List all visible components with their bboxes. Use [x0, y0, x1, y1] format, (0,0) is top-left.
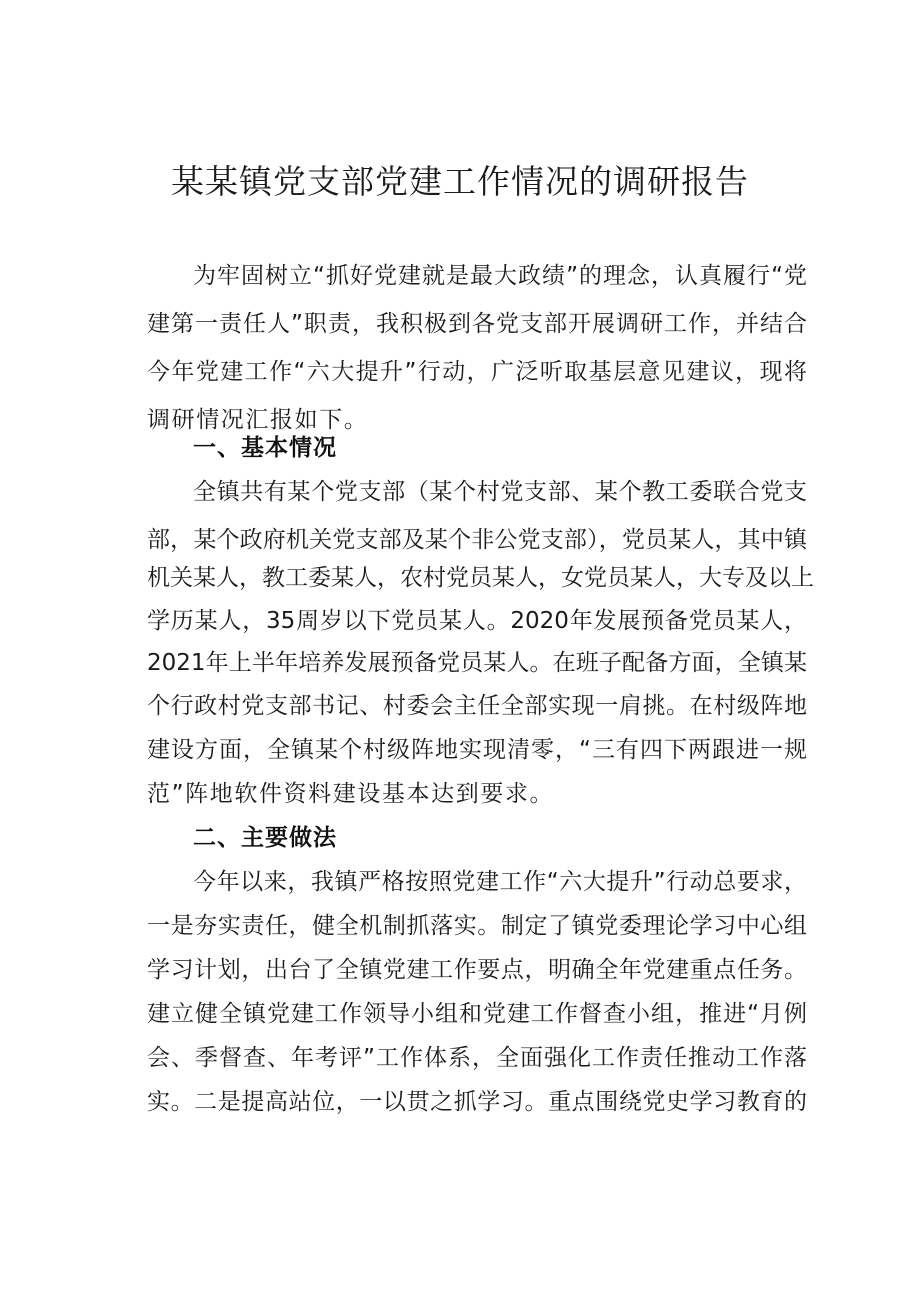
section-1-line-1: 全镇共有某个党支部（某个村党支部、某个教工委联合党支	[193, 479, 807, 505]
section-2-line-2: 一是夯实责任，健全机制抓落实。制定了镇党委理论学习中心组	[147, 913, 807, 939]
section-2-line-3: 学习计划，出台了全镇党建工作要点，明确全年党建重点任务。	[147, 957, 807, 983]
section-1-line-3: 机关某人，教工委某人，农村党员某人，女党员某人，大专及以上	[147, 565, 814, 591]
section-1-line-6: 个行政村党支部书记、村委会主任全部实现一肩挑。在村级阵地	[147, 693, 807, 719]
section-1-line-7: 建设方面，全镇某个村级阵地实现清零，“三有四下两跟进一规	[147, 737, 807, 763]
section-1-line-4: 学历某人，35周岁以下党员某人。2020年发展预备党员某人，	[147, 608, 807, 634]
intro-line-1: 为牢固树立“抓好党建就是最大政绩”的理念，认真履行“党	[193, 263, 807, 289]
document-title: 某某镇党支部党建工作情况的调研报告	[171, 162, 749, 201]
intro-line-3: 今年党建工作“六大提升”行动，广泛听取基层意见建议，现将	[147, 359, 807, 385]
section-1-line-5: 2021年上半年培养发展预备党员某人。在班子配备方面，全镇某	[147, 650, 807, 676]
section-1-line-8: 范”阵地软件资料建设基本达到要求。	[147, 781, 555, 807]
section-1-heading: 一、基本情况	[193, 435, 337, 461]
intro-line-2: 建第一责任人”职责，我积极到各党支部开展调研工作，并结合	[147, 311, 807, 337]
section-2-line-6: 实。二是提高站位，一以贯之抓学习。重点围绕党史学习教育的	[147, 1089, 807, 1115]
section-2-heading: 二、主要做法	[193, 825, 337, 851]
section-2-line-5: 会、季督查、年考评”工作体系，全面强化工作责任推动工作落	[147, 1045, 807, 1071]
section-2-line-1: 今年以来，我镇严格按照党建工作“六大提升”行动总要求，	[193, 869, 807, 895]
section-2-line-4: 建立健全镇党建工作领导小组和党建工作督查小组，推进“月例	[147, 1001, 807, 1027]
section-1-line-2: 部，某个政府机关党支部及某个非公党支部），党员某人，其中镇	[147, 527, 807, 553]
intro-line-4: 调研情况汇报如下。	[147, 407, 369, 433]
